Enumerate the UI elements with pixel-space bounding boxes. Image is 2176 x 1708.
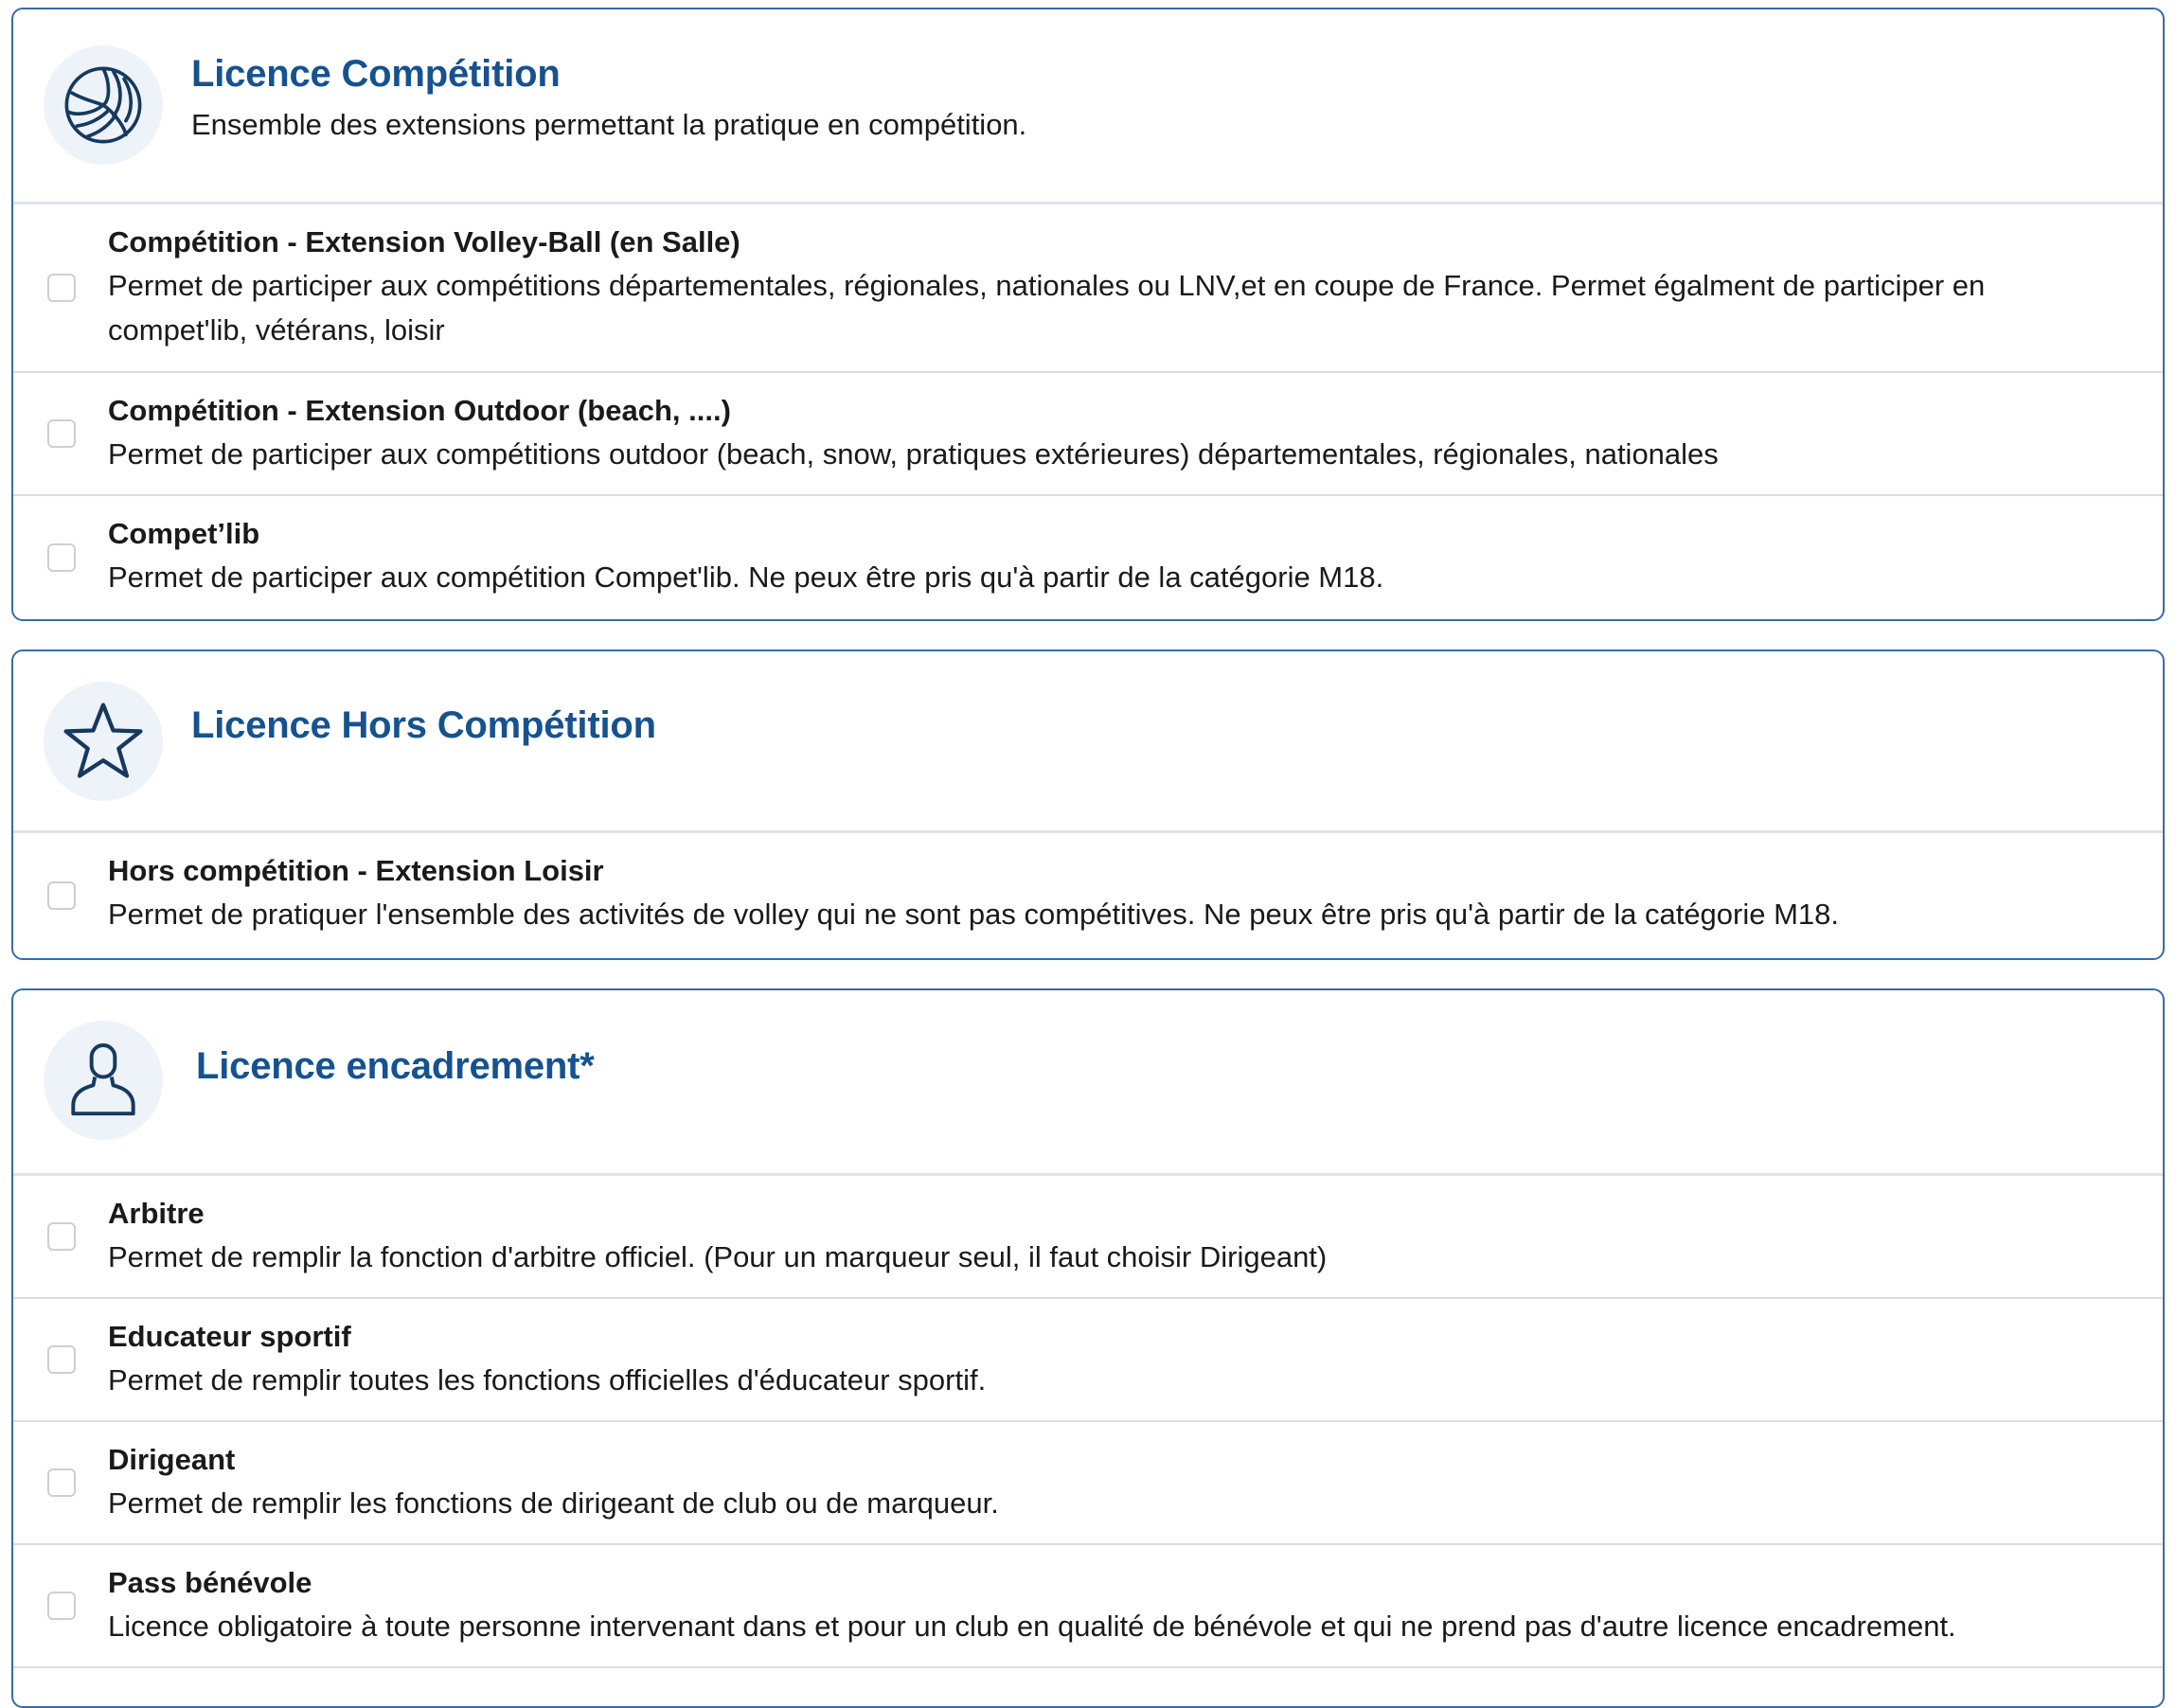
item-text — [108, 390, 2106, 476]
list-item[interactable] — [13, 833, 2163, 958]
card-title: Licence Hors Compétition — [191, 704, 656, 746]
item-title: Compétition - Extension Volley-Ball (en Salle) — [108, 225, 740, 258]
checkbox[interactable] — [47, 881, 76, 910]
list-item[interactable] — [13, 205, 2163, 373]
item-text — [108, 850, 2106, 936]
item-title: Compétition - Extension Outdoor (beach, ....) — [108, 394, 731, 427]
checkbox[interactable] — [47, 1222, 76, 1251]
item-description: Permet de pratiquer l'ensemble des activités de volley qui ne sont pas compétitives. Ne peux être pris qu'à partir de la catégorie M18. — [108, 898, 1840, 931]
star-icon-badge — [44, 682, 163, 801]
item-title: Pass bénévole — [108, 1566, 312, 1599]
star-icon — [58, 696, 149, 787]
volleyball-icon — [60, 62, 147, 149]
card-header — [13, 9, 2163, 205]
card-header — [13, 990, 2163, 1176]
item-description: Permet de remplir toutes les fonctions officielles d'éducateur sportif. — [108, 1363, 987, 1397]
card-title: Licence Compétition — [191, 53, 561, 95]
list-item[interactable] — [13, 496, 2163, 619]
item-title: Compet’lib — [108, 517, 260, 550]
item-description: Permet de remplir la fonction d'arbitre officiel. (Pour un marqueur seul, il faut choisir Dirigeant) — [108, 1240, 1328, 1273]
card-title: Licence encadrement* — [196, 1045, 595, 1087]
item-description: Permet de participer aux compétitions départementales, régionales, nationales ou LNV,et en coupe de France. Permet égalment de participer en compet'lib, vétérans, loisir — [108, 269, 1986, 347]
checkbox[interactable] — [47, 274, 76, 302]
item-text — [108, 222, 2106, 352]
licence-competition-card — [11, 8, 2165, 621]
card-description: Ensemble des extensions permettant la pratique en compétition. — [191, 108, 1027, 141]
volleyball-icon-badge — [44, 45, 163, 165]
item-title: Dirigeant — [108, 1443, 236, 1476]
item-description: Permet de remplir les fonctions de dirigeant de club ou de marqueur. — [108, 1486, 999, 1520]
person-icon-badge — [44, 1021, 163, 1140]
item-title: Hors compétition - Extension Loisir — [108, 854, 604, 887]
checkbox[interactable] — [47, 543, 76, 572]
list-item[interactable] — [13, 1422, 2163, 1545]
person-icon — [62, 1037, 145, 1124]
item-description: Permet de participer aux compétition Compet'lib. Ne peux être pris qu'à partir de la catégorie M18. — [108, 560, 1384, 594]
checkbox[interactable] — [47, 419, 76, 448]
card-header — [13, 651, 2163, 833]
list-item[interactable] — [13, 373, 2163, 496]
list-item[interactable] — [13, 1545, 2163, 1668]
licence-encadrement-card — [11, 988, 2165, 1708]
item-title: Educateur sportif — [108, 1320, 351, 1353]
item-text — [108, 1439, 2106, 1525]
item-description: Permet de participer aux compétitions outdoor (beach, snow, pratiques extérieures) départementales, régionales, nationales — [108, 437, 1719, 471]
item-description: Licence obligatoire à toute personne intervenant dans et pour un club en qualité de bénévole et qui ne prend pas d'autre licence encadrement. — [108, 1610, 1956, 1643]
item-title: Arbitre — [108, 1197, 205, 1230]
checkbox[interactable] — [47, 1345, 76, 1374]
list-item[interactable] — [13, 1176, 2163, 1299]
checkbox[interactable] — [47, 1468, 76, 1497]
licence-hors-competition-card — [11, 649, 2165, 960]
item-text — [108, 1316, 2106, 1402]
item-text — [108, 1193, 2106, 1279]
item-text — [108, 1562, 2106, 1648]
list-item[interactable] — [13, 1299, 2163, 1422]
item-text — [108, 513, 2106, 599]
checkbox[interactable] — [47, 1592, 76, 1620]
